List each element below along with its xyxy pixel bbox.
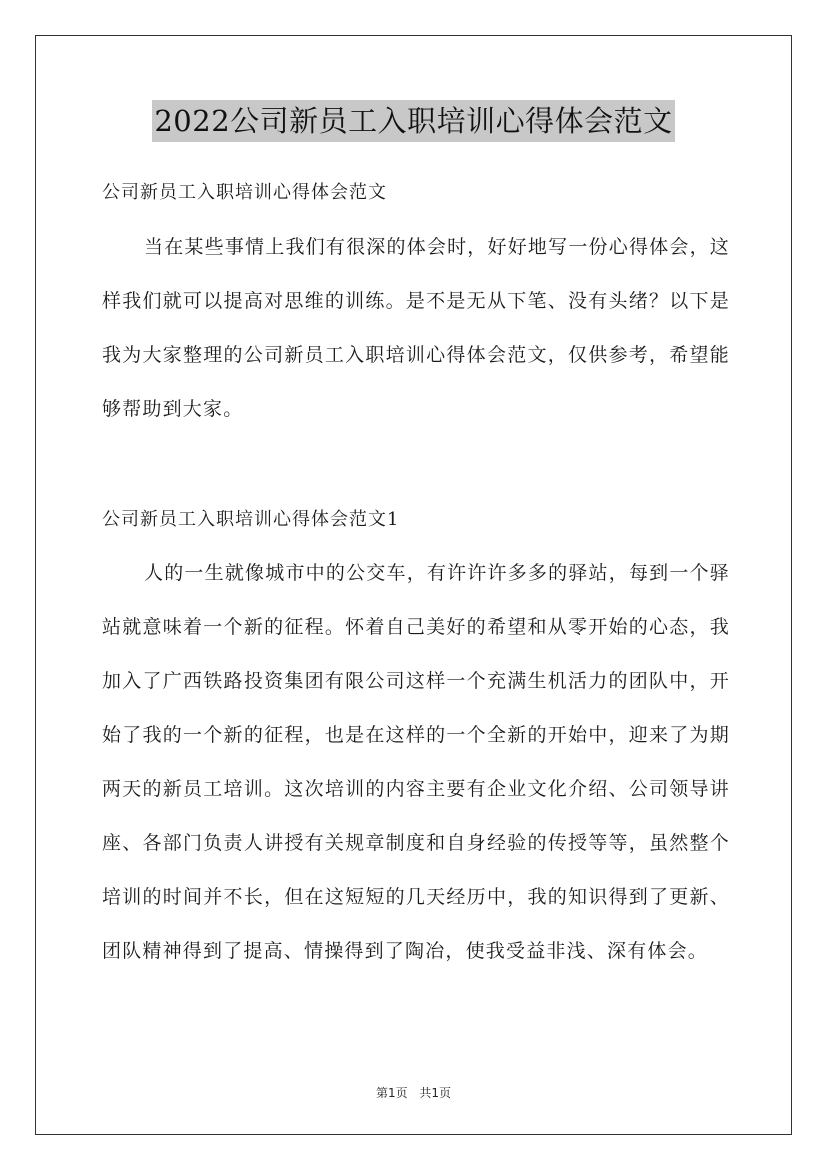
title-container <box>0 100 827 142</box>
section1-heading: 公司新员工入职培训心得体会范文1 <box>102 509 400 530</box>
page-number-current: 第1页 <box>375 1086 408 1100</box>
intro-paragraph-text: 当在某些事情上我们有很深的体会时，好好地写一份心得体会，这样我们就可以提高对思维的训练。是不是无从下笔、没有头绪？以下是我为大家整理的公司新员工入职培训心得体会范文，仅供参考，希望能够帮助到大家。 <box>102 236 730 420</box>
page-number-total: 共1页 <box>419 1086 452 1100</box>
intro-heading: 公司新员工入职培训心得体会范文 <box>102 182 387 203</box>
section1-paragraph <box>102 546 730 978</box>
section1-paragraph-text: 人的一生就像城市中的公交车，有许许许多多的驿站，每到一个驿站就意味着一个新的征程。怀着自己美好的希望和从零开始的心态，我加入了广西铁路投资集团有限公司这样一个充满生机活力的团队中，开始了我的一个新的征程，也是在这样的一个全新的开始中，迎来了为期两天的新员工培训。这次培训的内容主要有企业文化介绍、公司领导讲座、各部门负责人讲授有关规章制度和自身经验的传授等等，虽然整个培训的时间并不长，但在这短短的几天经历中，我的知识得到了更新、团队精神得到了提高、情操得到了陶冶，使我受益非浅、深有体会。 <box>102 562 730 962</box>
document-title: 2022公司新员工入职培训心得体会范文 <box>152 100 674 142</box>
intro-paragraph <box>102 220 730 436</box>
page-footer <box>0 1084 827 1101</box>
